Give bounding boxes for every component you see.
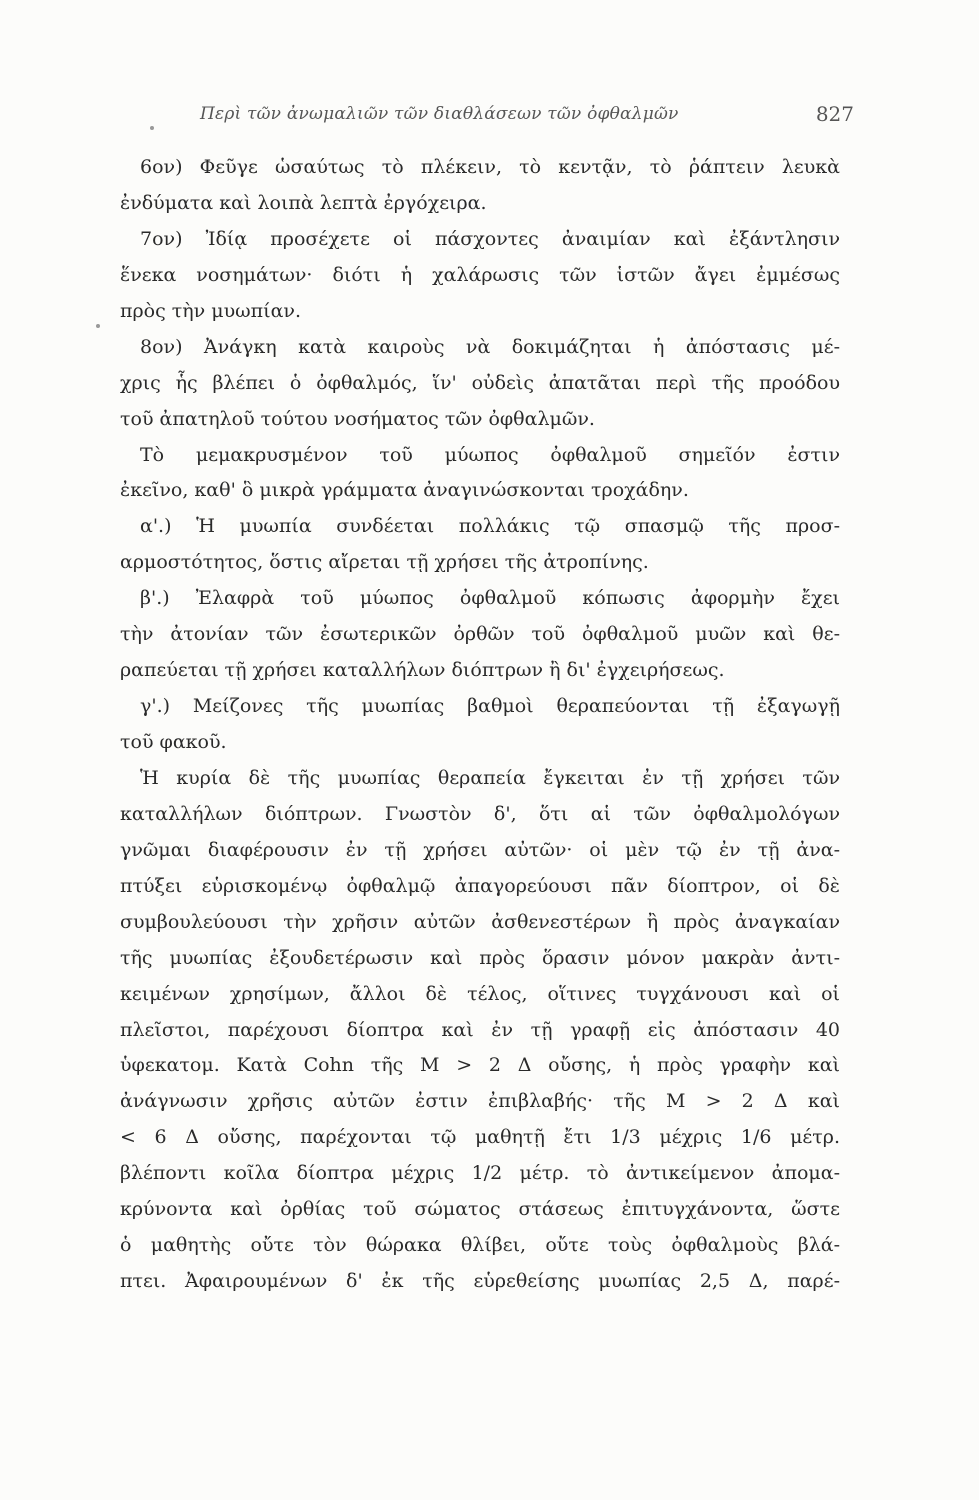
text-line: ἐκεῖνο, καθ' ὃ μικρὰ γράμματα ἀναγινώσκονται τροχάδην. (120, 479, 689, 502)
text-line: χρις ἧς βλέπει ὁ ὀφθαλμός, ἵν' οὐδεὶς ἀπατᾶται περὶ τῆς προόδου (120, 371, 840, 394)
margin-mark (96, 324, 100, 328)
text-line: τοῦ φακοῦ. (120, 731, 227, 753)
running-header (200, 100, 854, 130)
text-line: γ'.) Μείζονες τῆς μυωπίας βαθμοὶ θεραπεύονται τῇ ἐξαγωγῇ (140, 695, 840, 718)
text-line: ἐνδύματα καὶ λοιπὰ λεπτὰ ἐργόχειρα. (120, 191, 487, 214)
text-line: ἀνάγνωσιν χρῆσις αὐτῶν ἐστιν ἐπιβλαβής· τῆς Μ > 2 Δ καὶ (120, 1090, 840, 1113)
text-line: γνῶμαι διαφέρουσιν ἐν τῇ χρήσει αὐτῶν· οἱ μὲν τῷ ἐν τῇ ἀνα- (120, 838, 840, 861)
text-line: τῆς μυωπίας ἐξουδετέρωσιν καὶ πρὸς ὅρασιν μόνον μακρὰν ἀντι- (120, 946, 840, 969)
text-line: τοῦ ἀπατηλοῦ τούτου νοσήματος τῶν ὀφθαλμῶν. (120, 407, 595, 430)
text-line: Τὸ μεμακρυσμένον τοῦ μύωπος ὀφθαλμοῦ σημεῖόν ἐστιν (140, 443, 840, 466)
text-line: πλεῖστοι, παρέχουσι δίοπτρα καὶ ἐν τῇ γραφῇ εἰς ἀπόστασιν 40 (120, 1018, 840, 1041)
text-line: β'.) Ἐλαφρὰ τοῦ μύωπος ὀφθαλμοῦ κόπωσις ἀφορμὴν ἔχει (140, 587, 840, 610)
text-line: κειμένων χρησίμων, ἄλλοι δὲ τέλος, οἵτινες τυγχάνουσι καὶ οἱ (120, 982, 840, 1005)
text-line: α'.) Ἡ μυωπία συνδέεται πολλάκις τῷ σπασμῷ τῆς προσ- (140, 515, 840, 538)
body-text (120, 150, 840, 1300)
text-line: ὑφεκατομ. Κατὰ Cohn τῆς Μ > 2 Δ οὔσης, ἡ πρὸς γραφὴν καὶ (120, 1054, 840, 1077)
text-line: ὁ μαθητὴς οὔτε τὸν θώρακα θλίβει, οὔτε τοὺς ὀφθαλμοὺς βλά- (120, 1234, 840, 1257)
text-line: 8ον) Ἀνάγκη κατὰ καιροὺς νὰ δοκιμάζηται ἡ ἀπόστασις μέ- (140, 335, 840, 358)
text-line: 6ον) Φεῦγε ὡσαύτως τὸ πλέκειν, τὸ κεντᾷν, τὸ ῥάπτειν λευκὰ (140, 156, 840, 178)
text-line: ραπεύεται τῇ χρήσει καταλλήλων διόπτρων ἢ δι' ἐγχειρήσεως. (120, 659, 725, 682)
text-line: καταλλήλων διόπτρων. Γνωστὸν δ', ὅτι αἱ τῶν ὀφθαλμολόγων (120, 802, 840, 825)
text-line: τὴν ἀτονίαν τῶν ἐσωτερικῶν ὀρθῶν τοῦ ὀφθαλμοῦ μυῶν καὶ θε- (120, 623, 840, 646)
running-title: Περὶ τῶν ἀνωμαλιῶν τῶν διαθλάσεων τῶν ὀφθαλμῶν (200, 104, 679, 124)
text-line: ἕνεκα νοσημάτων· διότι ἡ χαλάρωσις τῶν ἱστῶν ἄγει ἐμμέσως (120, 263, 840, 286)
text-line: κρύνοντα καὶ ὀρθίας τοῦ σώματος στάσεως ἐπιτυγχάνοντα, ὥστε (120, 1198, 840, 1221)
text-line: αρμοστότητος, ὅστις αἴρεται τῇ χρήσει τῆς ἀτροπίνης. (120, 551, 649, 574)
text-line: πρὸς τὴν μυωπίαν. (120, 299, 302, 322)
text-line: πτει. Ἀφαιρουμένων δ' ἐκ τῆς εὑρεθείσης μυωπίας 2,5 Δ, παρέ- (120, 1270, 840, 1293)
margin-mark (150, 126, 154, 130)
text-line: συμβουλεύουσι τὴν χρῆσιν αὐτῶν ἀσθενεστέρων ἢ πρὸς ἀναγκαίαν (120, 910, 840, 933)
page-number: 827 (815, 102, 854, 126)
text-line: πτύξει εὑρισκομένῳ ὀφθαλμῷ ἀπαγορεύουσι πᾶν δίοπτρον, οἱ δὲ (120, 874, 840, 897)
text-line: Ἡ κυρία δὲ τῆς μυωπίας θεραπεία ἔγκειται ἐν τῇ χρήσει τῶν (140, 766, 840, 789)
text-line: < 6 Δ οὔσης, παρέχονται τῷ μαθητῇ ἔτι 1/3 μέχρις 1/6 μέτρ. (120, 1126, 840, 1149)
text-line: βλέποντι κοῖλα δίοπτρα μέχρις 1/2 μέτρ. τὸ ἀντικείμενον ἀπομα- (120, 1162, 840, 1185)
text-line: 7ον) Ἰδίᾳ προσέχετε οἱ πάσχοντες ἀναιμίαν καὶ ἐξάντλησιν (140, 227, 840, 250)
